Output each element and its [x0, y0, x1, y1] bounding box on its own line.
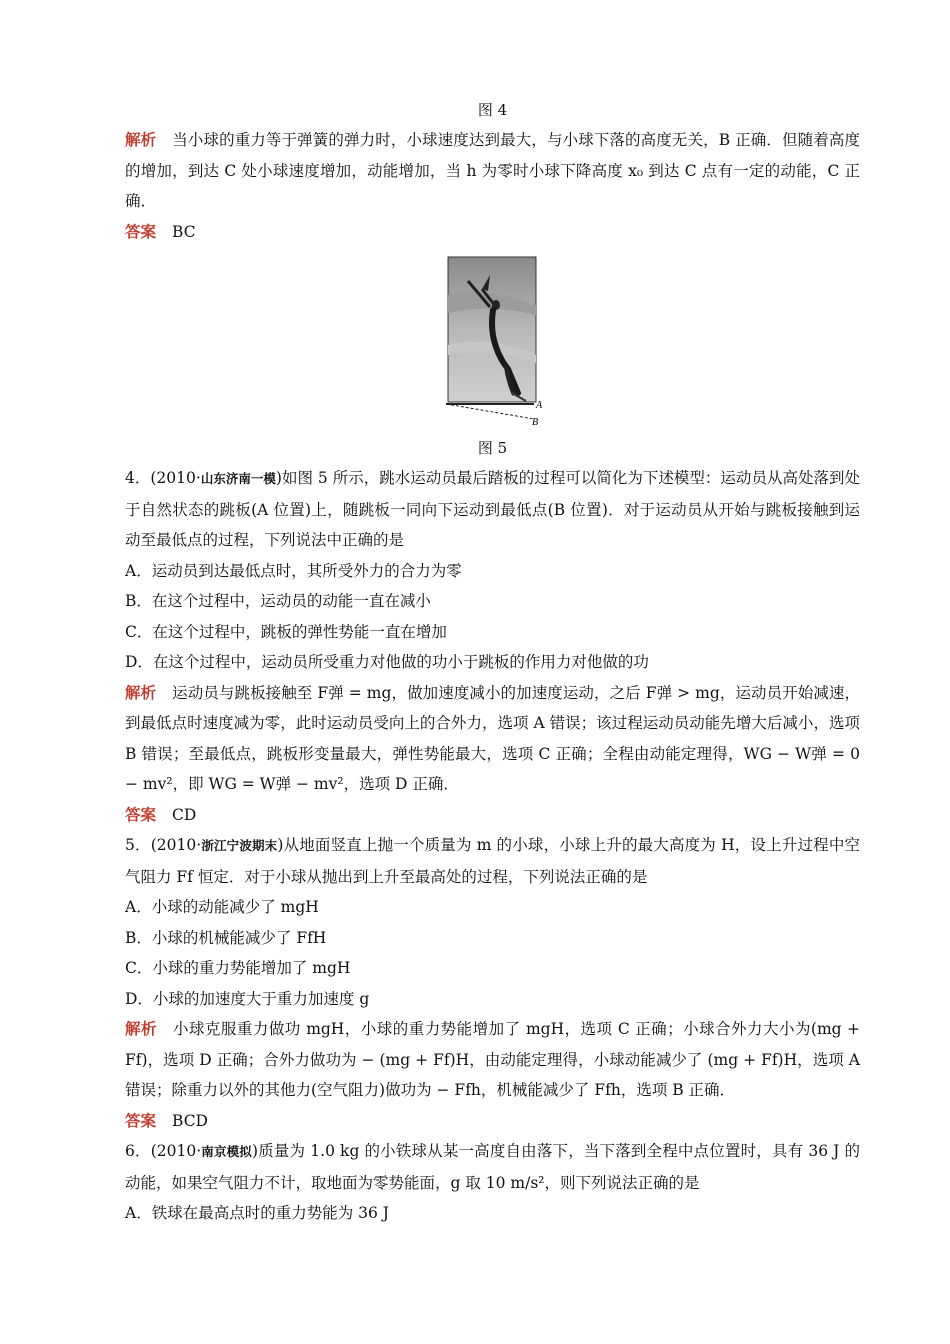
- document-page: [125, 95, 860, 1229]
- answer-label: 答案: [125, 1110, 157, 1130]
- answer-text: BC: [172, 222, 196, 241]
- label-a: A: [535, 400, 542, 411]
- q6-number: 6．(2010·: [125, 1142, 202, 1160]
- analysis-text: 小球克服重力做功 mgH，小球的重力势能增加了 mgH，选项 C 正确；小球合外力大小为(mg + Ff)，选项 D 正确；合外力做功为 − (mg + Ff)H，由动能定理得，小球动能减少了 (mg + Ff)H，选项 A 错误；除重力以外的其他力(空气阻力)做功为 − Ffh，机械能减少了 Ffh，选项 B 正确．: [125, 1020, 860, 1099]
- q4-answer: [125, 800, 860, 831]
- figure-5-caption: 图 5: [477, 439, 508, 457]
- diver-illustration: [438, 255, 548, 433]
- q5-option-b: B．小球的机械能减少了 FfH: [125, 928, 327, 947]
- answer-label: 答案: [125, 221, 157, 241]
- q4-option-a: A．运动员到达最低点时，其所受外力的合力为零: [125, 561, 462, 580]
- answer-text: CD: [172, 805, 197, 824]
- q5-source: 浙江宁波期末: [201, 838, 278, 853]
- q5-stem: [125, 830, 860, 892]
- analysis-label: 解析: [125, 682, 157, 702]
- figure-4-caption: 图 4: [477, 101, 508, 119]
- q6-source: 南京模拟: [201, 1144, 252, 1159]
- analysis-text: 当小球的重力等于弹簧的弹力时，小球速度达到最大，与小球下落的高度无关，B 正确．但随着高度的增加，到达 C 处小球速度增加，动能增加，当 h 为零时小球下降高度 x₀ 到达 C 点有一定的动能，C 正确．: [125, 131, 860, 210]
- q4-source: 山东济南一模: [200, 471, 276, 486]
- analysis-text: 运动员与跳板接触至 F弹 = mg，做加速度减小的加速度运动，之后 F弹 > mg，运动员开始减速，到最低点时速度减为零，此时运动员受向上的合外力，选项 A 错误；该过程运动员动能先增大后减小，选项 B 错误；至最低点，跳板形变量最大，弹性势能最大，选项 C 正确；全程由动能定理得，WG − W弹 = 0 − mv²，即 WG = W弹 − mv²，选项 D 正确．: [125, 683, 860, 793]
- q5-option-c: C．小球的重力势能增加了 mgH: [125, 959, 351, 977]
- analysis-label: 解析: [125, 130, 157, 149]
- q5-number: 5．(2010·: [125, 836, 202, 854]
- q5-option-d: D．小球的加速度大于重力加速度 g: [125, 989, 370, 1008]
- analysis-label: 解析: [125, 1019, 157, 1038]
- q4-text: )如图 5 所示，跳水运动员最后踏板的过程可以简化为下述模型：运动员从高处落到处于自然状态的跳板(A 位置)上，随跳板一同向下运动到最低点(B 位置)．对于运动员从开始与跳板接触到运动至最低点的过程，下列说法中正确的是: [125, 469, 860, 549]
- q4-number: 4．(2010·: [125, 469, 201, 487]
- q5-answer: [125, 1106, 860, 1137]
- diver-photo: [438, 255, 548, 433]
- q5-text: )从地面竖直上抛一个质量为 m 的小球，小球上升的最大高度为 H，设上升过程中空气阻力 Ff 恒定．对于小球从抛出到上升至最高处的过程，下列说法正确的是: [125, 836, 860, 886]
- q4-analysis: [125, 678, 860, 800]
- answer-label: 答案: [125, 804, 157, 824]
- q6-stem: [125, 1136, 860, 1198]
- q5-analysis: [125, 1014, 860, 1106]
- answer-text: BCD: [172, 1111, 208, 1130]
- label-b: B: [531, 417, 538, 428]
- q6-text: )质量为 1.0 kg 的小铁球从某一高度自由落下，当下落到全程中点位置时，具有 36 J 的动能，如果空气阻力不计，取地面为零势能面，g 取 10 m/s²，则下列说法正确的是: [125, 1142, 860, 1192]
- q3-answer: [125, 217, 860, 248]
- q4-stem: [125, 463, 860, 556]
- q3-analysis: [125, 125, 860, 217]
- figure-5: [125, 255, 860, 433]
- q4-option-c: C．在这个过程中，跳板的弹性势能一直在增加: [125, 622, 447, 641]
- q4-option-d: D．在这个过程中，运动员所受重力对他做的功小于跳板的作用力对他做的功: [125, 653, 649, 671]
- q4-option-b: B．在这个过程中，运动员的动能一直在减小: [125, 592, 431, 610]
- q6-option-a: A．铁球在最高点时的重力势能为 36 J: [125, 1204, 389, 1222]
- q5-option-a: A．小球的动能减少了 mgH: [125, 898, 319, 916]
